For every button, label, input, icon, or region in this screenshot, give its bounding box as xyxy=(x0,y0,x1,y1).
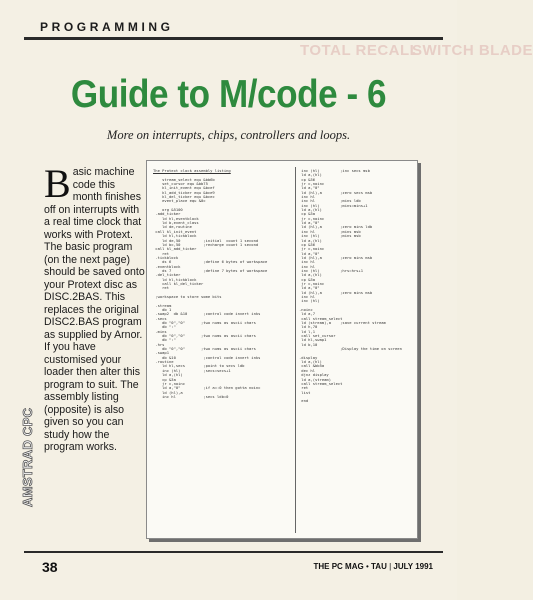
drop-cap: B xyxy=(44,161,71,206)
folio-sep-1: • xyxy=(365,562,369,571)
listing-left-column xyxy=(153,169,293,399)
side-label: AMSTRAD CPC xyxy=(20,407,35,507)
magazine-name: THE PC MAG xyxy=(313,562,364,571)
listing-right-column: inc (hl) ;inc secs msb ld a,(hl) cp &36 jr c,noinc ld a,"0" ld (hl),a ;zero secs msb inc hl inc hl ;mins ldb inc (hl) ;mins=mins+1 ld a,(hl) cp &3a jr c,noinc ld a,"0" ld (hl),a ;zero mins ldb inc hl ;mins msb inc (hl) ;mins msb ld a,(hl) cp &36 jr c,noinc ld a,"0" ld (hl),a ;zero mins msb inc hl inc hl inc (hl) ;hrs=hrs+1 ld a,(hl) cp &3a jr c,noinc ld a,"0" ld (hl),a ;zero mins msb inc hl inc (hl) .noinc ld a,7 call stream_select ld (stream),a ;save current stream ld h,70 ld l,1 call set_cursor ld hl,swap1 ld b,10 ;Display the time on screen .display ld a,(hl) call &bb5a dec hl djnz display ld a,(stream) call stream_select ret list end xyxy=(299,168,402,404)
page-number: 38 xyxy=(42,559,58,575)
ghost-heading-right: SWITCH BLADE xyxy=(412,42,533,59)
code-listing-box xyxy=(146,160,418,539)
publisher-name: TAU xyxy=(371,562,387,571)
intro-paragraph xyxy=(44,161,146,454)
bottom-rule xyxy=(24,551,443,553)
listing-title: The Protext clock assembly listing xyxy=(153,168,231,173)
intro-text: asic machine code this month finishes off on interrupts with a real time clock that works with Protext. The basic program (on the next page) should be saved onto your Protext disc as DISC.2BAS. This replaces the original DISC2.BAS program as supplied by Arnor. If you have customised your loader then alter this program to suit. The assembly listing (opposite) is also given so you can study how the program works. xyxy=(44,166,145,453)
folio-sep-2: | xyxy=(389,562,392,571)
article-title: Guide to M/code - 6 xyxy=(70,73,387,116)
ghost-headings xyxy=(300,40,533,70)
listing-left-code: stream_select equ &bb6b set_cursor equ &bb75 kl_init_event equ &bcef kl_add_ticker equ &bce9 kl_del_ticker equ &bcec event_place equ &0c org &5100 .add_ticker ld hl,eventblock ld b,event_class ld de,routine call kl_init_event ld hl,tickblock ld de,50 ;initial count 1 second ld bc,50 ;recharge count 1 second call kl_add_ticker ret .tickblock ds 6 ;define 6 bytes of workspace .eventblock ds 7 ;define 7 bytes of workspace .del_ticker ld hl,tickblock call kl_del_ticker ret ;workspace to store some bits .stream db 1 .swap2 db &10 ;control code invert inks .secs db "0","0" ;two nums as ascii chars db ":" .mins db "0","0" ;two nums as ascii chars db ":" .hrs db "0","0" ;two nums as ascii chars .swap1 db &10 ;control code invert inks .routine ld hl,secs ;point to secs ldb inc (hl) ;secs=secs+1 ld a,(hl) cp &3a jr c,noinc ld a,"0" ;if a=:0 then gotta noinc ld (hl),a inc hl ;secs ldb=0 xyxy=(155,176,268,399)
issue-date: JULY 1991 xyxy=(393,562,433,571)
folio-line xyxy=(313,562,433,571)
section-heading: PROGRAMMING xyxy=(40,20,174,34)
ghost-heading-left: TOTAL RECALL xyxy=(300,42,420,59)
article-deck: More on interrupts, chips, controllers and loops. xyxy=(106,128,351,142)
listing-divider xyxy=(295,167,296,533)
